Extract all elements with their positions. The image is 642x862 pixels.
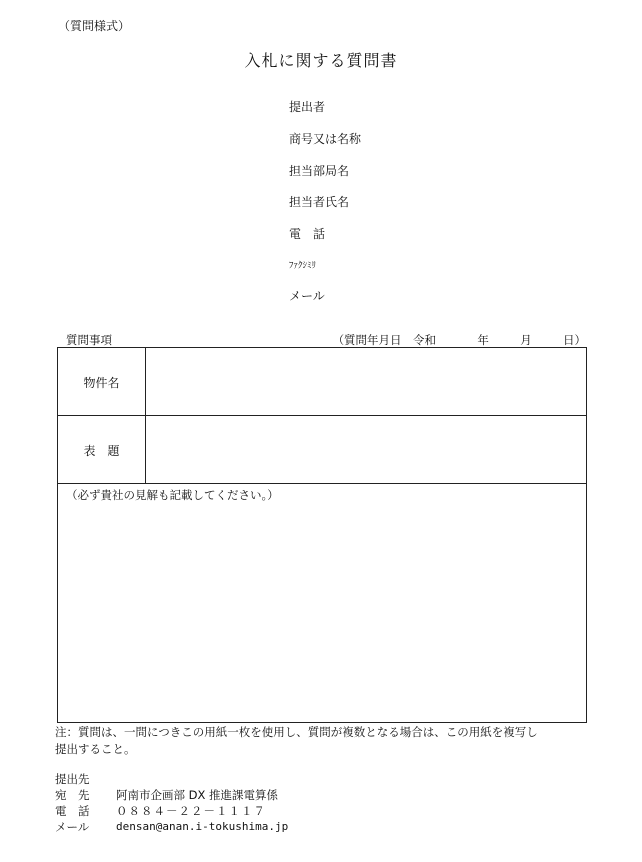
- subject-label: 表 題: [83, 444, 120, 458]
- form-style-label: （質問様式）: [58, 19, 131, 33]
- question-heading: 質問事項: [66, 333, 112, 347]
- question-date-label: （質問年月日 令和: [332, 333, 437, 347]
- person-name-label: 担当者氏名: [289, 195, 350, 209]
- department-label: 担当部局名: [289, 164, 350, 178]
- table-column-divider: [145, 348, 146, 484]
- destination-phone-value: ０８８４－２２－１１１７: [116, 804, 266, 818]
- question-date-day: 日）: [563, 333, 586, 347]
- question-date-year: 年: [477, 333, 489, 347]
- destination-email-value: densan@anan.i-tokushima.jp: [116, 820, 289, 833]
- table-row-divider-1: [58, 415, 586, 416]
- footnote-line-2: 提出すること。: [55, 742, 136, 756]
- property-name-label: 物件名: [83, 376, 120, 390]
- fax-label: ﾌｧｸｼﾐﾘ: [289, 261, 317, 271]
- phone-label: 電 話: [289, 227, 326, 241]
- question-date: [333, 332, 586, 348]
- page-title: 入札に関する質問書: [244, 51, 398, 70]
- table-row-divider-2: [58, 483, 586, 484]
- destination-to-key: 宛 先: [55, 788, 90, 802]
- destination-email-key: メール: [55, 820, 90, 834]
- destination-to-value: 阿南市企画部 DX 推進課電算係: [116, 788, 279, 802]
- destination-phone-key: 電 話: [55, 804, 90, 818]
- question-table: [57, 347, 587, 723]
- footnote-line-1: 注：質問は、一問につきこの用紙一枚を使用し、質問が複数となる場合は、この用紙を複写し: [55, 725, 538, 739]
- question-body-note: （必ず貴社の見解も記載してください。）: [66, 488, 279, 502]
- question-date-month: 月: [520, 333, 532, 347]
- destination-heading: 提出先: [55, 772, 90, 786]
- submitter-heading: 提出者: [289, 100, 326, 114]
- email-label: メール: [289, 289, 325, 303]
- company-name-label: 商号又は名称: [289, 132, 362, 146]
